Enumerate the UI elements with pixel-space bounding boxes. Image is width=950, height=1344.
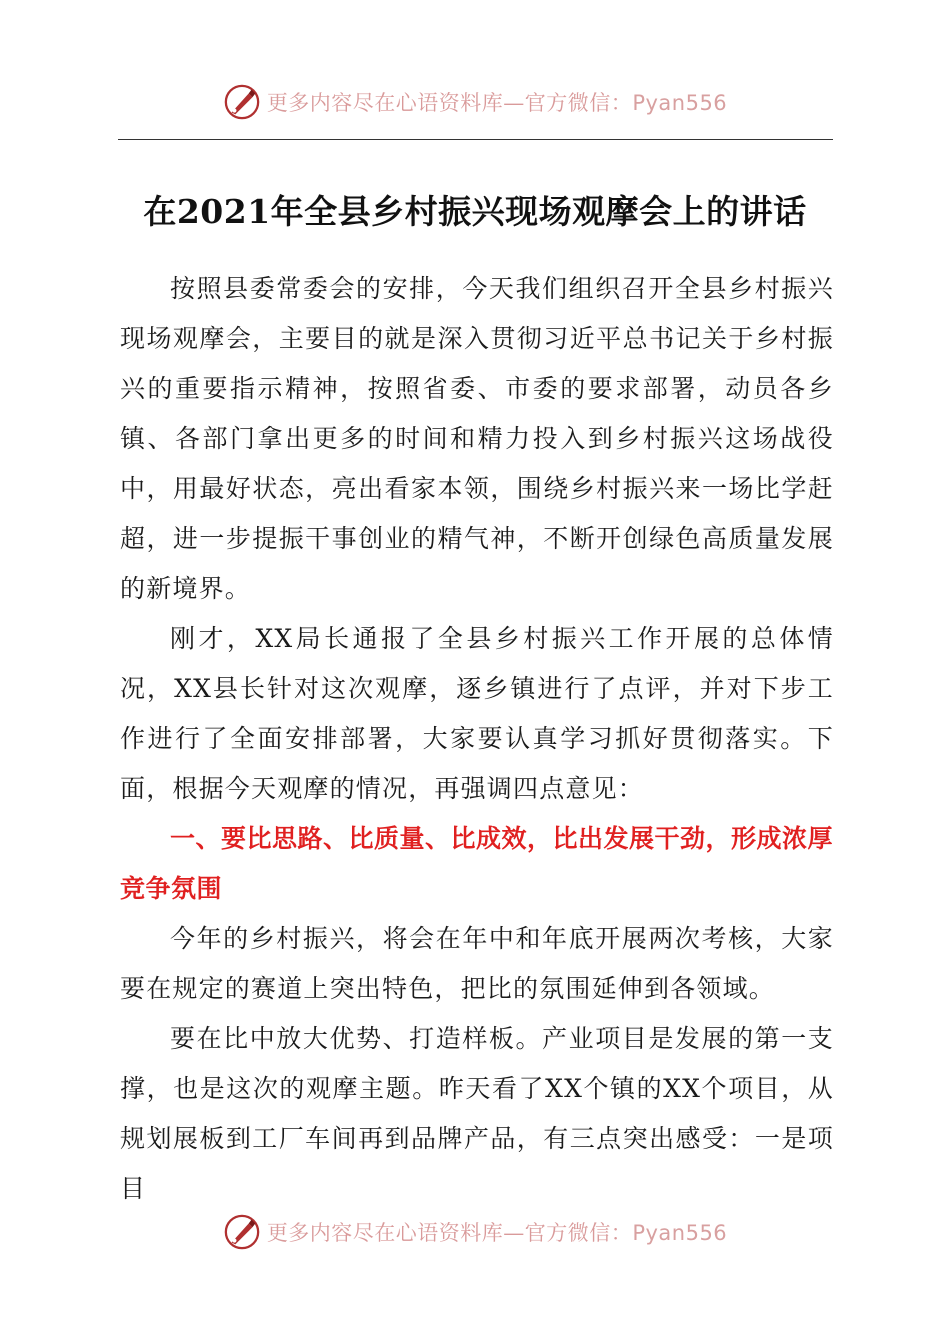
- body-paragraph: 按照县委常委会的安排，今天我们组织召开全县乡村振兴现场观摩会，主要目的就是深入贯彻习近平总书记关于乡村振兴的重要指示精神，按照省委、市委的要求部署，动员各乡镇、各部门拿出更多的时间和精力投入到乡村振兴这场战役中，用最好状态，亮出看家本领，围绕乡村振兴来一场比学赶超，进一步提振干事创业的精气神，不断开创绿色高质量发展的新境界。: [120, 274, 834, 603]
- body-paragraph: 要在比中放大优势、打造样板。产业项目是发展的第一支撑，也是这次的观摩主题。昨天看了XX个镇的XX个项目，从规划展板到工厂车间再到品牌产品，有三点突出感受：一是项目: [120, 1024, 834, 1203]
- body-paragraph: 刚才，XX局长通报了全县乡村振兴工作开展的总体情况，XX县长针对这次观摩，逐乡镇进行了点评，并对下步工作进行了全面安排部署，大家要认真学习抓好贯彻落实。下面，根据今天观摩的情况，再强调四点意见：: [120, 624, 834, 803]
- pen-nib-logo-icon: [223, 83, 261, 121]
- body-paragraph: 今年的乡村振兴，将会在年中和年底开展两次考核，大家要在规定的赛道上突出特色，把比的氛围延伸到各领域。: [120, 924, 834, 1003]
- watermark-text: 更多内容尽在心语资料库—官方微信：Pyan556: [266, 91, 728, 115]
- header-watermark: [0, 80, 950, 124]
- section-heading: 一、要比思路、比质量、比成效，比出发展干劲，形成浓厚竞争氛围: [120, 824, 834, 903]
- document-body: [120, 264, 834, 1214]
- watermark-wechat-id: Pyan556: [632, 1221, 728, 1245]
- pen-nib-logo-icon: [223, 1213, 261, 1251]
- footer-watermark: [0, 1210, 950, 1254]
- header-divider: [118, 139, 833, 140]
- watermark-text: 更多内容尽在心语资料库—官方微信：Pyan556: [266, 1221, 728, 1245]
- document-title: 在2021年全县乡村振兴现场观摩会上的讲话: [143, 192, 807, 231]
- watermark-wechat-id: Pyan556: [632, 91, 728, 115]
